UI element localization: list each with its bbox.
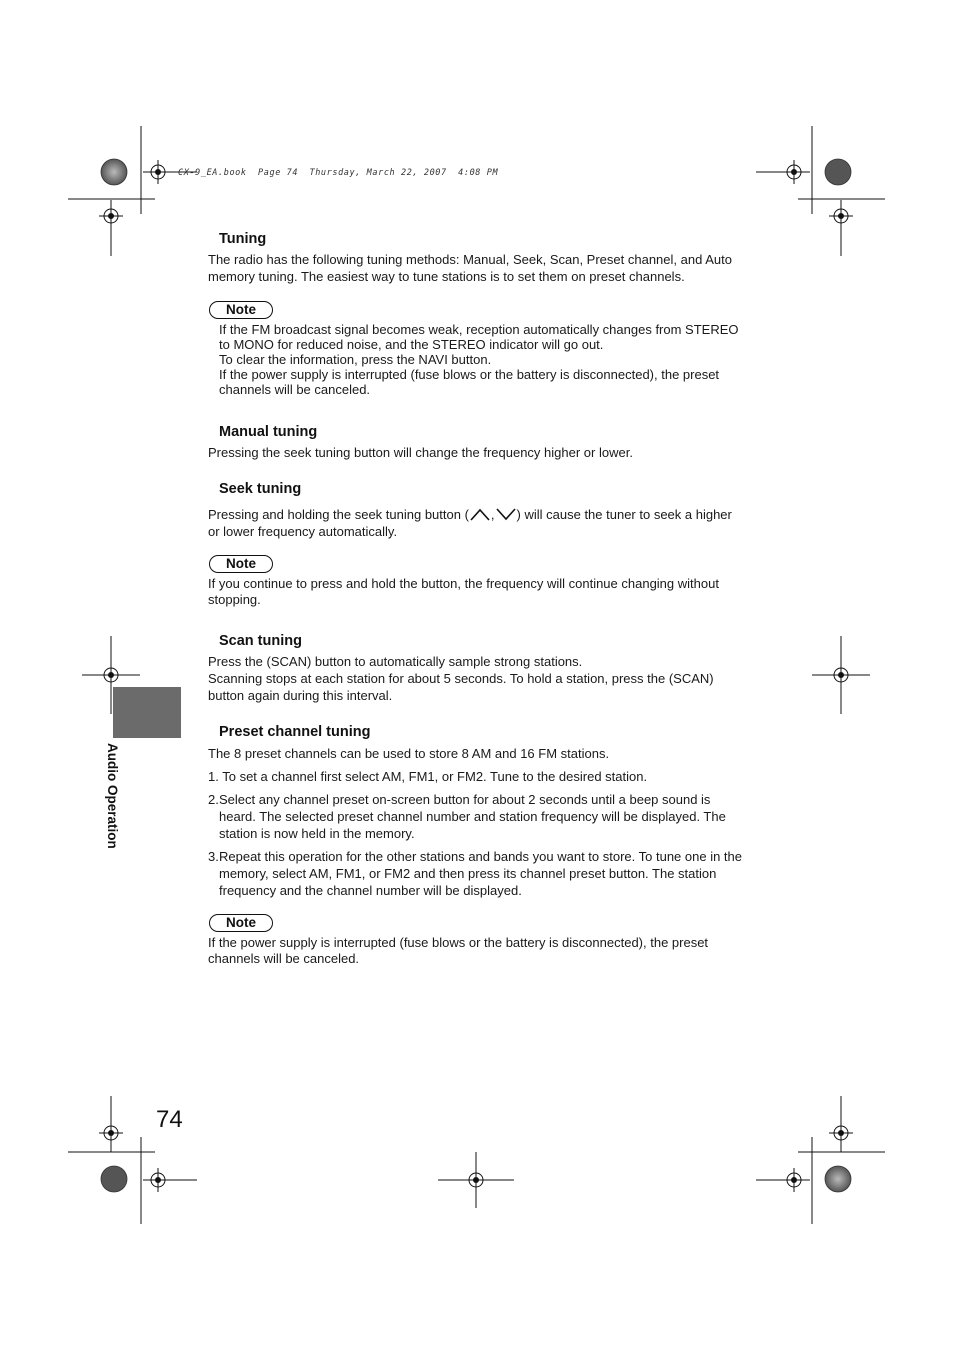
note-badge: Note — [209, 301, 273, 319]
step-text: To set a channel first select AM, FM1, or FM2. Tune to the desired station. — [222, 769, 648, 784]
note-2-line-1: If you continue to press and hold the button, the frequency will continue changing without — [208, 576, 719, 591]
preset-step-2-line-2: heard. The selected preset channel number and station frequency will be displayed. The — [219, 809, 726, 824]
note-3-line-2: channels will be canceled. — [208, 951, 360, 966]
note-2-line-2: stopping. — [208, 592, 261, 607]
page-number: 74 — [156, 1106, 183, 1133]
seek-comma: , — [490, 507, 495, 522]
step-number: 1. — [208, 769, 219, 784]
tuning-heading: Tuning — [219, 231, 267, 247]
scan-tuning-heading: Scan tuning — [219, 633, 302, 649]
seek-text-after: ) will cause the tuner to seek a higher — [516, 507, 732, 522]
manual-tuning-heading: Manual tuning — [219, 424, 318, 440]
note-badge: Note — [209, 555, 273, 573]
preset-step-3-line-3: frequency and the channel number will be displayed. — [219, 883, 522, 898]
print-header: CX-9_EA.book Page 74 Thursday, March 22, 2007 4:08 PM — [178, 168, 499, 178]
chevron-down-icon — [495, 507, 517, 521]
preset-step-2-number: 2. — [208, 792, 219, 807]
seek-tuning-line-1 — [208, 506, 732, 523]
tuning-line-2: memory tuning. The easiest way to tune stations is to set them on preset channels. — [208, 269, 685, 284]
tuning-line-1: The radio has the following tuning methods: Manual, Seek, Scan, Preset channel, and Auto — [208, 252, 732, 267]
note-3-line-1: If the power supply is interrupted (fuse blows or the battery is disconnected), the preset — [208, 935, 709, 950]
seek-text-before: Pressing and holding the seek tuning button ( — [208, 507, 469, 522]
note-1-line-3: To clear the information, press the NAVI button. — [219, 352, 492, 367]
preset-step-1 — [208, 768, 647, 785]
scan-tuning-line-1: Press the (SCAN) button to automatically sample strong stations. — [208, 654, 583, 669]
preset-tuning-heading: Preset channel tuning — [219, 724, 371, 740]
preset-step-3-line-2: memory, select AM, FM1, or FM2 and then press its channel preset button. The station — [219, 866, 717, 881]
preset-step-3-number: 3. — [208, 849, 219, 864]
note-badge: Note — [209, 914, 273, 932]
chevron-up-icon — [469, 507, 491, 521]
section-tab — [113, 687, 181, 738]
note-1-line-5: channels will be canceled. — [219, 382, 371, 397]
note-1-line-2: to MONO for reduced noise, and the STEREO indicator will go out. — [219, 337, 604, 352]
scan-tuning-line-3: button again during this interval. — [208, 688, 393, 703]
preset-step-2-line-1: Select any channel preset on-screen button for about 2 seconds until a beep sound is — [219, 792, 711, 807]
seek-tuning-line-2: or lower frequency automatically. — [208, 524, 398, 539]
note-1-line-4: If the power supply is interrupted (fuse blows or the battery is disconnected), the preset — [219, 367, 720, 382]
manual-tuning-body: Pressing the seek tuning button will change the frequency higher or lower. — [208, 445, 633, 460]
preset-intro: The 8 preset channels can be used to store 8 AM and 16 FM stations. — [208, 746, 610, 761]
note-1-line-1: If the FM broadcast signal becomes weak, reception automatically changes from STEREO — [219, 322, 739, 337]
preset-step-3-line-1: Repeat this operation for the other stations and bands you want to store. To tune one in the — [219, 849, 742, 864]
section-tab-label: Audio Operation — [105, 743, 120, 849]
preset-step-2-line-3: station is now held in the memory. — [219, 826, 415, 841]
scan-tuning-line-2: Scanning stops at each station for about 5 seconds. To hold a station, press the (SCAN) — [208, 671, 714, 686]
seek-tuning-heading: Seek tuning — [219, 481, 302, 497]
